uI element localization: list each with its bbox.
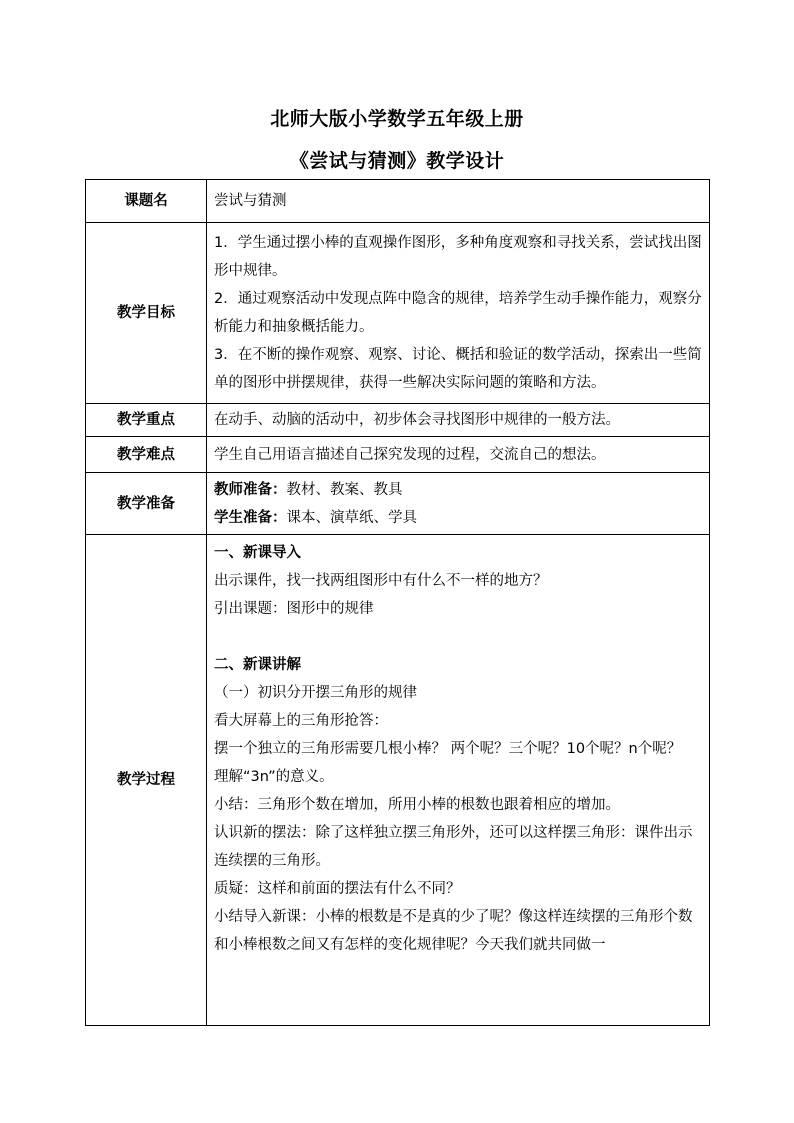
process-line: 小结导入新课：小棒的根数是不是真的少了呢？像这样连续摆的三角形个数和小棒根数之间又有怎样的变化规律呢？今天我们就共同做一 [214, 909, 693, 953]
student-preparation-label: 学生准备： [214, 509, 287, 526]
key-points-value: 在动手、动脑的活动中，初步体会寻找图形中规律的一般方法。 [207, 404, 710, 437]
difficulties-value: 学生自己用语言描述自己探究发现的过程，交流自己的想法。 [207, 437, 710, 473]
difficulties-label: 教学难点 [86, 437, 207, 473]
row-process [86, 535, 710, 1026]
document-title: 北师大版小学数学五年级上册 [270, 108, 524, 130]
process-line: 出示课件，找一找两组图形中有什么不一样的地方？ [214, 573, 548, 589]
section-heading-intro: 一、新课导入 [214, 545, 301, 561]
student-preparation-value: 课本、演草纸、学具 [286, 509, 417, 526]
process-line: 质疑：这样和前面的摆法有什么不同？ [214, 881, 461, 897]
teacher-preparation-value: 教材、教案、教具 [286, 481, 403, 498]
goals-content [207, 223, 710, 404]
blank-line [214, 623, 702, 651]
topic-label: 课题名 [86, 180, 207, 223]
process-line: 摆一个独立的三角形需要几根小棒？ 两个呢？三个呢？10个呢？n个呢？ [214, 741, 682, 757]
row-goals [86, 223, 710, 404]
section-heading-new-lesson: 二、新课讲解 [214, 657, 301, 673]
row-topic [86, 180, 710, 223]
process-line: 认识新的摆法：除了这样独立摆三角形外，还可以这样摆三角形：课件出示连续摆的三角形。 [214, 825, 693, 869]
process-label: 教学过程 [86, 535, 207, 1026]
topic-value: 尝试与猜测 [207, 180, 710, 223]
student-preparation [214, 504, 702, 532]
goals-label: 教学目标 [86, 223, 207, 404]
key-points-label: 教学重点 [86, 404, 207, 437]
teacher-preparation [214, 476, 702, 504]
goal-item-3: 3．在不断的操作观察、观察、讨论、概括和验证的数学活动，探索出一些简单的图形中拼摆规律，获得一些解决实际问题的策略和方法。 [214, 347, 702, 391]
preparation-label: 教学准备 [86, 473, 207, 535]
lesson-plan-table [85, 179, 710, 1026]
process-line: （一）初识分开摆三角形的规律 [214, 685, 417, 701]
process-line: 小结：三角形个数在增加，所用小棒的根数也跟着相应的增加。 [214, 797, 620, 813]
goal-item-1: 1．学生通过摆小棒的直观操作图形，多种角度观察和寻找关系，尝试找出图形中规律。 [214, 235, 702, 279]
teacher-preparation-label: 教师准备： [214, 481, 287, 498]
document-subtitle: 《尝试与猜测》教学设计 [289, 150, 505, 172]
row-key-points [86, 404, 710, 437]
process-content [207, 535, 710, 1026]
row-difficulties [86, 437, 710, 473]
row-preparation [86, 473, 710, 535]
process-line: 理解“3n”的意义。 [214, 769, 334, 785]
process-line: 引出课题：图形中的规律 [214, 601, 374, 617]
preparation-content [207, 473, 710, 535]
goal-item-2: 2．通过观察活动中发现点阵中隐含的规律，培养学生动手操作能力，观察分析能力和抽象概括能力。 [214, 291, 702, 335]
process-line: 看大屏幕上的三角形抢答： [214, 713, 388, 729]
